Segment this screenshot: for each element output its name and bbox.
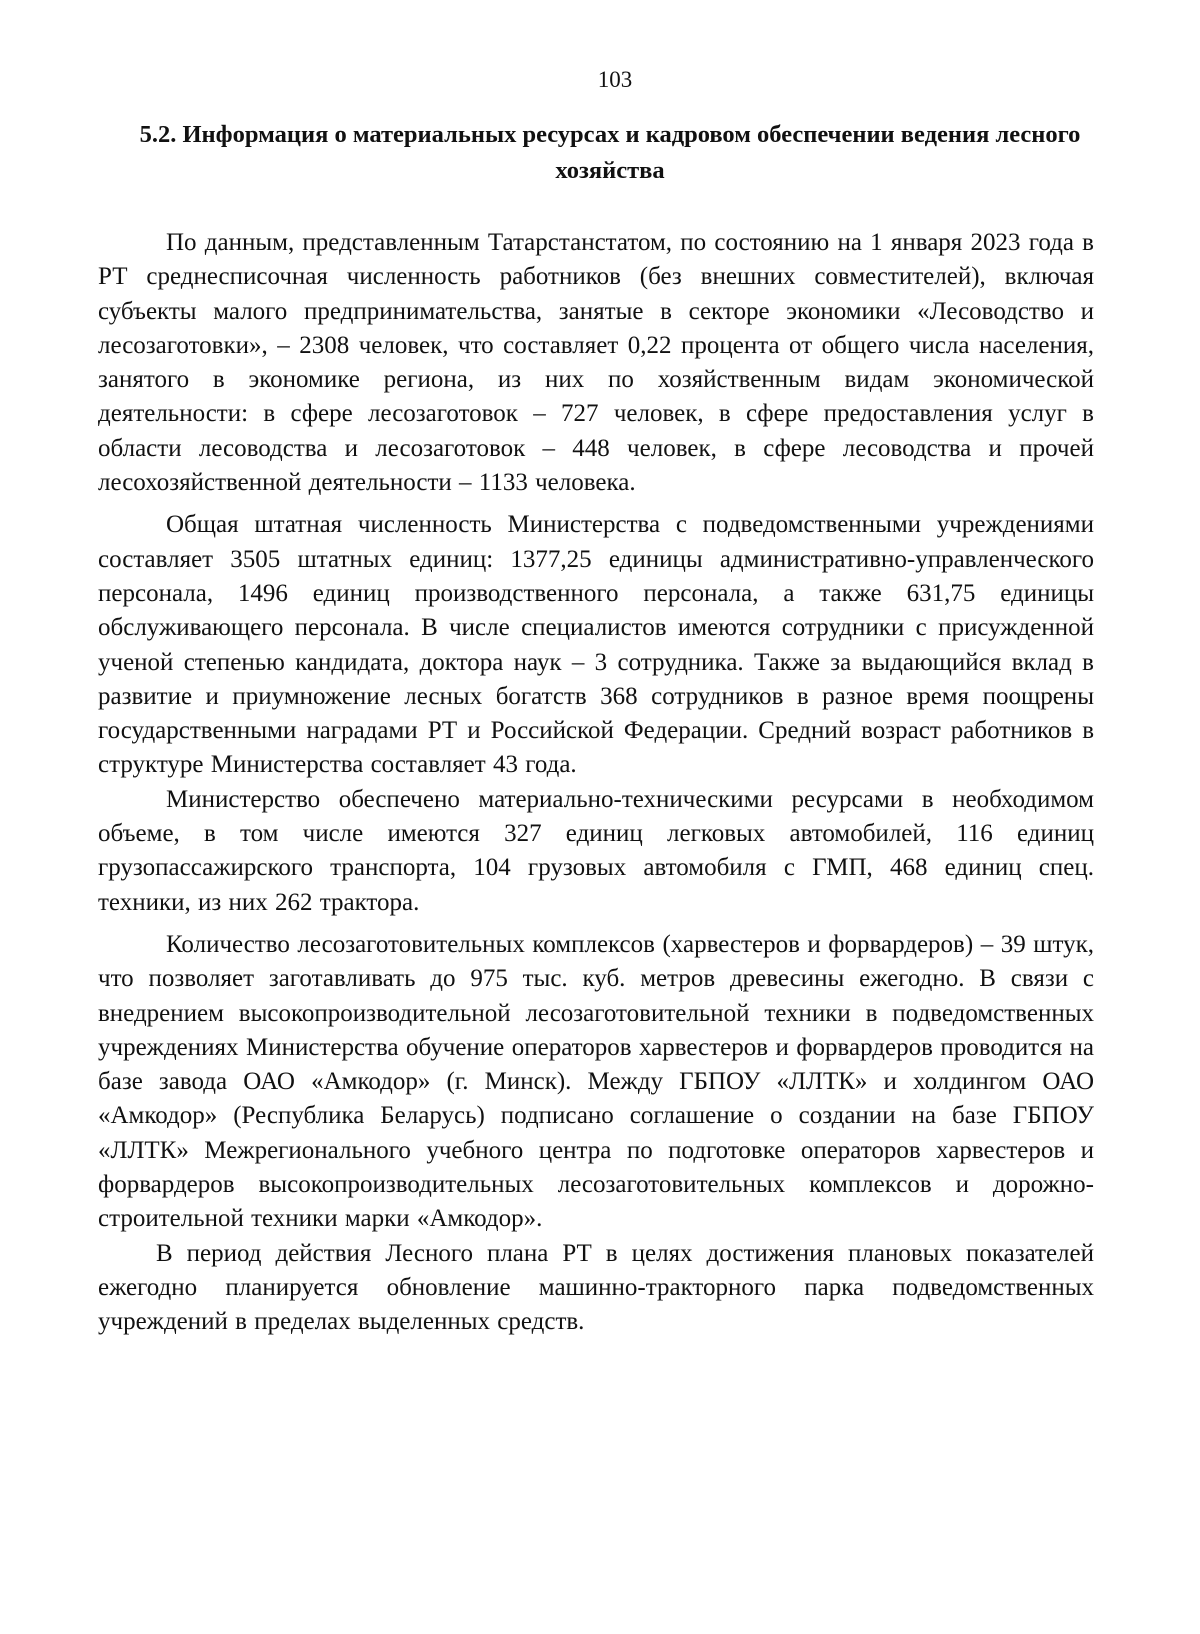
paragraph-harvesters: Количество лесозаготовительных комплексов (харвестеров и форвардеров) – 39 штук, что позволяет заготавливать до 975 тыс. куб. метров древесины ежегодно. В связи с внедрением высокопроизводительной лесозаготовительной техники в подведомственных учреждениях Министерства обучение операторов харвестеров и форвардеров проводится на базе завода ОАО «Амкодор» (г. Минск). Между ГБПОУ «ЛЛТК» и холдингом ОАО «Амкодор» (Республика Беларусь) подписано соглашение о создании на базе ГБПОУ «ЛЛТК» Межрегионального учебного центра по подготовке операторов харвестеров и форвардеров высокопроизводительных лесозаготовительных комплексов и дорожно-строительной техники марки «Амкодор».: [98, 930, 1094, 1233]
paragraph-fleet-renewal: В период действия Лесного плана РТ в целях достижения плановых показателей ежегодно планируется обновление машинно-тракторного парка подведомственных учреждений в пределах выделенных средств.: [98, 1239, 1094, 1336]
paragraph-employment: По данным, представленным Татарстанстатом, по состоянию на 1 января 2023 года в РТ среднесписочная численность работников (без внешних совместителей), включая субъекты малого предпринимательства, занятые в секторе экономики «Лесоводство и лесозаготовки», – 2308 человек, что составляет 0,22 процента от общего числа населения, занятого в экономике региона, из них по хозяйственным видам экономической деятельности: в сфере лесозаготовок – 727 человек, в сфере предоставления услуг в области лесоводства и лесозаготовок – 448 человек, в сфере лесоводства и прочей лесохозяйственной деятельности – 1133 человека.: [98, 229, 1094, 497]
paragraph-equipment: Министерство обеспечено материально-техническими ресурсами в необходимом объеме, в том числе имеются 327 единиц легковых автомобилей, 116 единиц грузопассажирского транспорта, 104 грузовых автомобиля с ГМП, 468 единиц спец. техники, из них 262 трактора.: [98, 785, 1094, 916]
paragraph-staffing: Общая штатная численность Министерства с подведомственными учреждениями составляет 3505 штатных единиц: 1377,25 единицы административно-управленческого персонала, 1496 единиц производственного персонала, а также 631,75 единицы обслуживающего персонала. В числе специалистов имеются сотрудники с присужденной ученой степенью кандидата, доктора наук – 3 сотрудника. Также за выдающийся вклад в развитие и приумножение лесных богатств 368 сотрудников в разное время поощрены государственными наградами РТ и Российской Федерации. Средний возраст работников в структуре Министерства составляет 43 года.: [98, 511, 1094, 779]
page-number: 103: [597, 67, 633, 92]
section-heading: 5.2. Информация о материальных ресурсах и кадровом обеспечении ведения лесного хозяйства: [139, 121, 1081, 184]
body-text: [98, 226, 1094, 1340]
